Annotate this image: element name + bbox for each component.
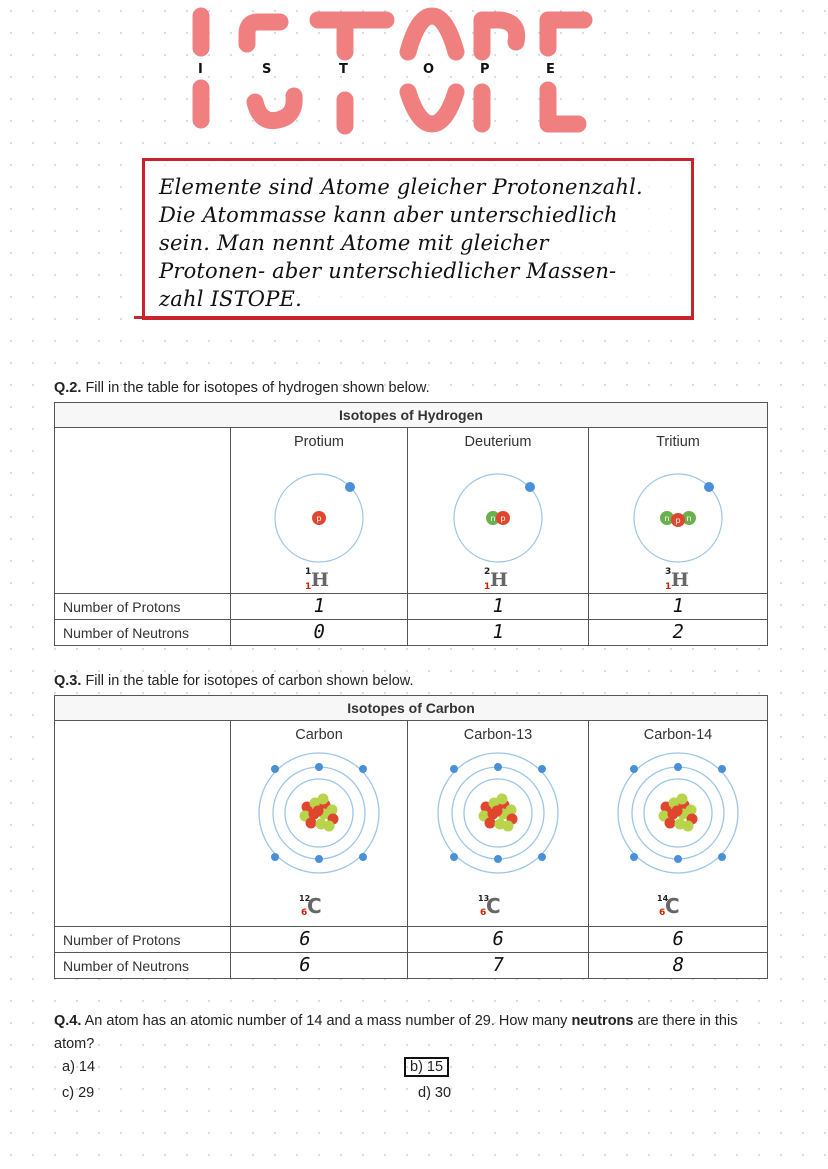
atomic-number: 6	[659, 908, 666, 918]
row-label: Number of Protons	[55, 927, 231, 953]
neutron	[497, 794, 508, 805]
handwritten-answer: 2	[670, 621, 686, 643]
handwritten-answer: 6	[297, 928, 313, 950]
svg-text:p: p	[316, 514, 322, 523]
handwritten-answer: 6	[490, 928, 506, 950]
question-text: An atom has an atomic number of 14 and a mass number of 29. How many	[84, 1013, 568, 1029]
mass-number: 3	[665, 567, 672, 577]
answer-cell[interactable]	[231, 927, 408, 953]
proton	[492, 806, 503, 817]
definition-line: sein. Man nennt Atome mit gleicher	[159, 231, 549, 255]
option-c[interactable]: c) 29	[62, 1085, 95, 1101]
electron	[674, 763, 682, 771]
atomic-number: 6	[301, 908, 308, 918]
answer-cell[interactable]	[408, 594, 589, 620]
question-text: Fill in the table for isotopes of carbon shown below.	[85, 673, 414, 689]
question-text: Fill in the table for isotopes of hydrogen shown below.	[85, 380, 430, 396]
isotope-cell	[408, 428, 589, 594]
atomic-number: 6	[480, 908, 487, 918]
definition-box	[142, 158, 694, 320]
svg-text:n: n	[490, 514, 496, 523]
title-letters	[0, 62, 828, 82]
proton	[306, 818, 317, 829]
mass-number: 2	[484, 567, 491, 577]
table-caption: Isotopes of Carbon	[55, 696, 768, 721]
carbon-isotopes-table	[54, 695, 768, 979]
svg-text:p: p	[675, 516, 681, 525]
answer-cell[interactable]	[589, 927, 768, 953]
blank-cell	[55, 721, 231, 927]
definition-line: zahl ISTOPE.	[159, 287, 302, 311]
electron	[450, 853, 458, 861]
electron	[315, 855, 323, 863]
electron	[450, 765, 458, 773]
electron	[359, 765, 367, 773]
hydrogen-isotopes-table	[54, 402, 768, 646]
title-letter: T	[339, 62, 348, 77]
mass-number: 1	[305, 567, 312, 577]
element-symbol: C	[307, 894, 322, 918]
handwritten-answer: 7	[490, 954, 506, 976]
option-b-selected[interactable]: b) 15	[404, 1057, 449, 1077]
isotope-cell	[231, 428, 408, 594]
handwritten-answer: 1	[490, 621, 506, 643]
mass-number: 13	[478, 894, 490, 903]
row-label: Number of Protons	[55, 594, 231, 620]
handwritten-answer: 8	[670, 954, 686, 976]
electron	[271, 765, 279, 773]
proton	[672, 806, 683, 817]
handwritten-answer: 6	[297, 954, 313, 976]
title-letter: S	[262, 62, 272, 77]
isotope-name: Protium	[294, 434, 344, 450]
electron	[315, 763, 323, 771]
question-number: Q.2.	[54, 380, 82, 396]
electron	[630, 765, 638, 773]
blank-cell	[55, 428, 231, 594]
tritium-diagram	[589, 450, 767, 592]
answer-cell[interactable]	[231, 953, 408, 979]
proton	[665, 818, 676, 829]
electron	[271, 853, 279, 861]
neutron	[503, 821, 514, 832]
handwritten-answer: 6	[670, 928, 686, 950]
question-emphasis: neutrons	[571, 1013, 634, 1029]
question-3	[54, 673, 414, 689]
atomic-number: 1	[484, 582, 491, 592]
handwritten-answer: 1	[670, 595, 686, 617]
neutron	[318, 794, 329, 805]
atomic-number: 1	[665, 582, 672, 592]
title-letter: O	[423, 62, 435, 77]
definition-underline	[134, 316, 694, 319]
proton	[313, 806, 324, 817]
definition-line: Protonen- aber unterschiedlicher Massen-	[159, 259, 617, 283]
isotope-cell	[231, 721, 408, 927]
definition-line: Elemente sind Atome gleicher Protonenzahl.	[159, 175, 643, 199]
element-symbol: H	[671, 569, 689, 591]
answer-cell[interactable]	[231, 620, 408, 646]
question-number: Q.4.	[54, 1013, 82, 1029]
element-symbol: H	[490, 569, 508, 591]
title-letter: P	[480, 62, 490, 77]
isotope-cell	[589, 721, 768, 927]
carbon-13-diagram	[408, 743, 588, 921]
handwritten-answer: 1	[311, 595, 327, 617]
answer-cell[interactable]	[408, 620, 589, 646]
electron	[718, 853, 726, 861]
answer-cell[interactable]	[589, 620, 768, 646]
title-letter: I	[198, 62, 203, 77]
option-a[interactable]: a) 14	[62, 1059, 96, 1075]
answer-cell[interactable]	[231, 594, 408, 620]
question-4	[54, 1010, 754, 1056]
title-letter: E	[546, 62, 555, 77]
electron	[494, 763, 502, 771]
electron	[674, 855, 682, 863]
carbon-14-diagram	[589, 743, 767, 921]
isotope-name: Carbon	[295, 727, 343, 743]
isotope-cell	[408, 721, 589, 927]
electron	[718, 765, 726, 773]
atomic-number: 1	[305, 582, 312, 592]
electron	[494, 855, 502, 863]
table-caption: Isotopes of Hydrogen	[55, 403, 768, 428]
answer-cell[interactable]	[408, 927, 589, 953]
neutron	[324, 821, 335, 832]
element-symbol: C	[665, 894, 680, 918]
element-symbol: H	[311, 569, 329, 591]
electron	[630, 853, 638, 861]
electron	[359, 853, 367, 861]
mass-number: 14	[657, 894, 669, 903]
isotope-cell	[589, 428, 768, 594]
neutron	[683, 821, 694, 832]
isotope-name: Carbon-14	[643, 727, 713, 743]
mass-number: 12	[299, 894, 311, 903]
proton	[485, 818, 496, 829]
isotope-name: Deuterium	[464, 434, 532, 450]
handwritten-answer: 0	[311, 621, 327, 643]
neutron	[677, 794, 688, 805]
handwritten-answer: 1	[490, 595, 506, 617]
svg-text:n: n	[686, 514, 692, 523]
isotope-name: Tritium	[656, 434, 700, 450]
row-label: Number of Neutrons	[55, 620, 231, 646]
protium-diagram	[231, 450, 407, 592]
svg-text:n: n	[664, 514, 670, 523]
carbon-12-diagram	[231, 743, 407, 921]
deuterium-diagram	[408, 450, 588, 592]
answer-cell[interactable]	[589, 953, 768, 979]
row-label: Number of Neutrons	[55, 953, 231, 979]
question-text: are there in this atom?	[54, 1013, 738, 1052]
answer-cell[interactable]	[589, 594, 768, 620]
svg-text:p: p	[500, 514, 506, 523]
question-2	[54, 380, 430, 396]
electron	[538, 853, 546, 861]
option-d[interactable]: d) 30	[418, 1085, 452, 1101]
isotope-name: Carbon-13	[463, 727, 533, 743]
answer-cell[interactable]	[408, 953, 589, 979]
question-number: Q.3.	[54, 673, 82, 689]
definition-line: Die Atommasse kann aber unterschiedlich	[159, 203, 618, 227]
electron	[538, 765, 546, 773]
element-symbol: C	[486, 894, 501, 918]
